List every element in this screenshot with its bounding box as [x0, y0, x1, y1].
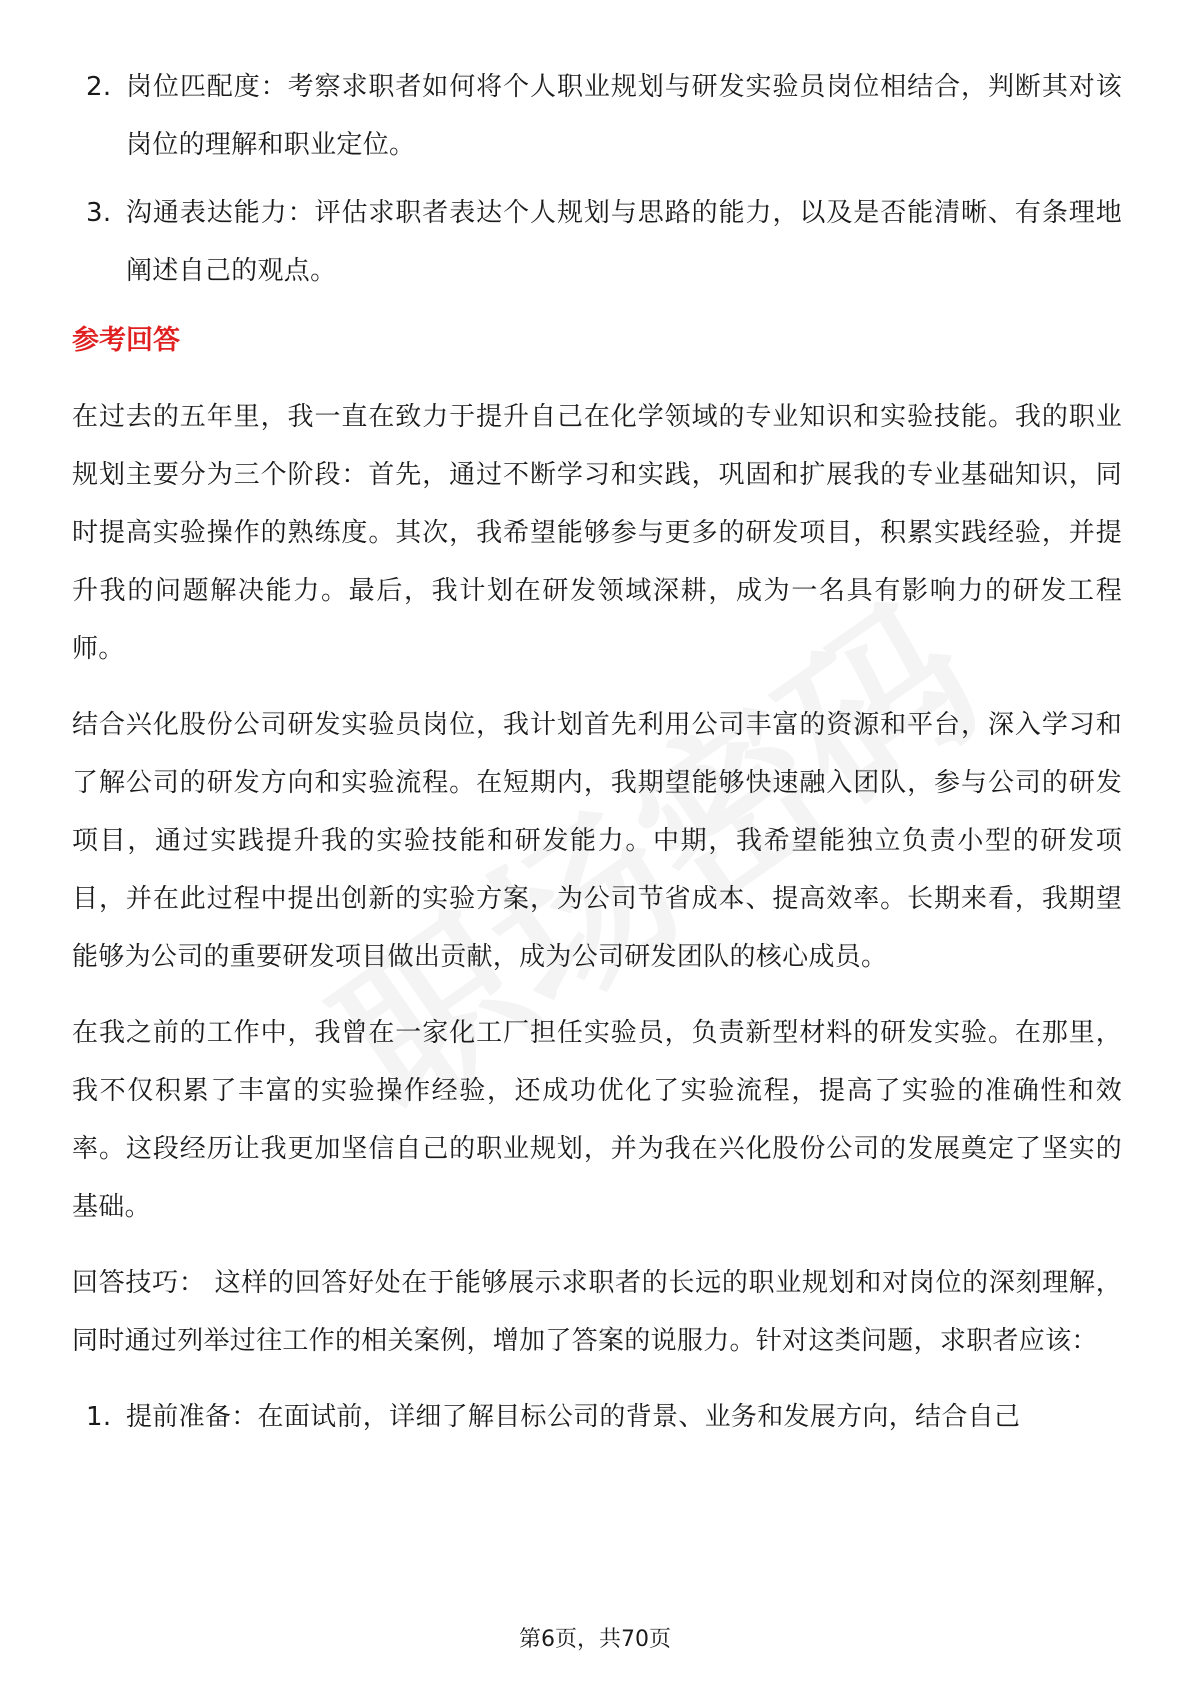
content [72, 58, 1122, 1446]
paragraph: 结合兴化股份公司研发实验员岗位，我计划首先利用公司丰富的资源和平台，深入学习和了解公司的研发方向和实验流程。在短期内，我期望能够快速融入团队，参与公司的研发项目，通过实践提升我的实验技能和研发能力。中期，我希望能独立负责小型的研发项目，并在此过程中提出创新的实验方案，为公司节省成本、提高效率。长期来看，我期望能够为公司的重要研发项目做出贡献，成为公司研发团队的核心成员。 [72, 710, 1122, 972]
list-text: 考察求职者如何将个人职业规划与研发实验员岗位相结合，判断其对该岗位的理解和职业定位。 [126, 72, 1122, 160]
page-footer: 第6页，共70页 [519, 1627, 671, 1652]
list-text: 评估求职者表达个人规划与思路的能力，以及是否能清晰、有条理地阐述自己的观点。 [126, 198, 1122, 286]
paragraph: 回答技巧： 这样的回答好处在于能够展示求职者的长远的职业规划和对岗位的深刻理解，同时通过列举过往工作的相关案例，增加了答案的说服力。针对这类问题，求职者应该： [72, 1268, 1122, 1356]
top-list [72, 58, 1122, 300]
paragraph: 在过去的五年里，我一直在致力于提升自己在化学领域的专业知识和实验技能。我的职业规划主要分为三个阶段：首先，通过不断学习和实践，巩固和扩展我的专业基础知识，同时提高实验操作的熟练度。其次，我希望能够参与更多的研发项目，积累实践经验，并提升我的问题解决能力。最后，我计划在研发领域深耕，成为一名具有影响力的研发工程师。 [72, 402, 1122, 664]
list-item [72, 58, 1122, 174]
list-label: 提前准备： [126, 1402, 258, 1432]
paragraph: 在我之前的工作中，我曾在一家化工厂担任实验员，负责新型材料的研发实验。在那里，我不仅积累了丰富的实验操作经验，还成功优化了实验流程，提高了实验的准确性和效率。这段经历让我更加坚信自己的职业规划，并为我在兴化股份公司的发展奠定了坚实的基础。 [72, 1018, 1122, 1222]
bottom-list [72, 1388, 1122, 1446]
list-item [72, 1388, 1122, 1446]
list-text: 在面试前，详细了解目标公司的背景、业务和发展方向，结合自己 [257, 1402, 1021, 1432]
list-label: 沟通表达能力： [126, 198, 315, 228]
list-number: 3. [86, 198, 112, 228]
list-item [72, 184, 1122, 300]
list-label: 岗位匹配度： [126, 72, 288, 102]
list-number: 2. [86, 72, 112, 102]
section-heading: 参考回答 [72, 325, 180, 356]
list-number: 1. [86, 1402, 112, 1432]
